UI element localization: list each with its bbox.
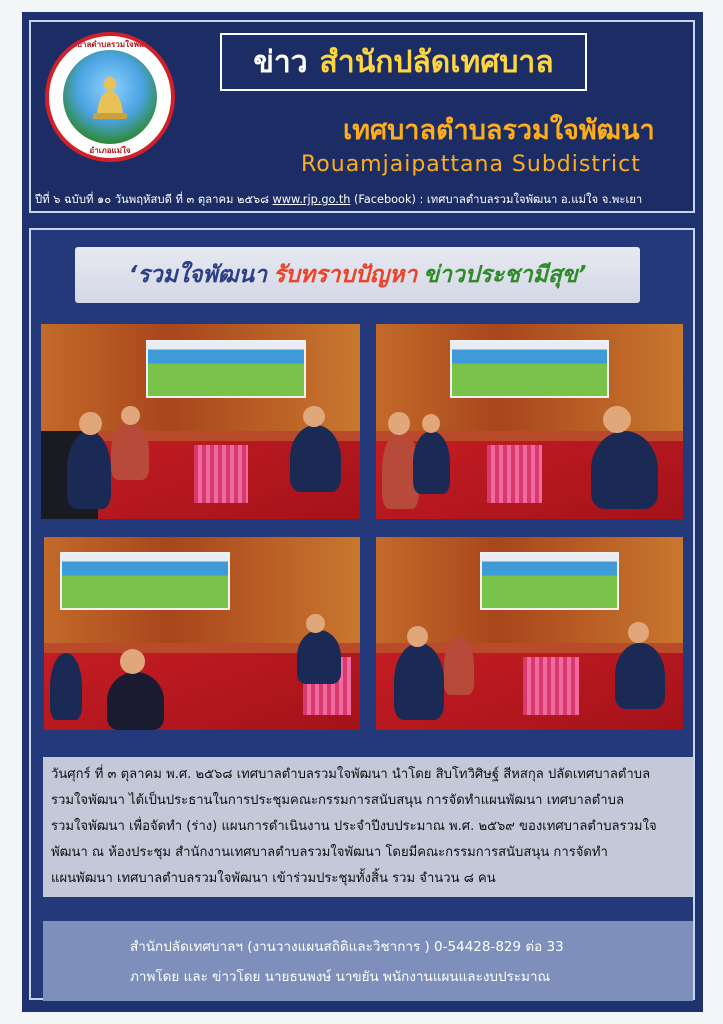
caption-line-3: รวมใจพัฒนา เพื่อจัดทำ (ร่าง) แผนการดำเนินงาน ประจำปีงบประมาณ พ.ศ. ๒๕๖๙ ของเทศบาลตำบลรวมใจ [51,819,657,834]
org-name-thai: เทศบาลตำบลรวมใจพัฒนา [343,115,655,146]
slogan-part-2: รับทราบปัญหา [273,262,418,288]
news-title-box [220,33,587,91]
caption-line-2: รวมใจพัฒนา ได้เป็นประธานในการประชุมคณะกรรมการสนับสนุน การจัดทำแผนพัฒนา เทศบาลตำบล [51,793,624,808]
meeting-photo-4 [376,537,683,730]
contact-footer [43,921,693,1001]
caption-line-4: พัฒนา ณ ห้องประชุม สำนักงานเทศบาลตำบลรวมใจพัฒนา โดยมีคณะกรรมการสนับสนุน การจัดทำ [51,845,608,860]
issue-info-line [35,190,695,208]
website-link[interactable]: www.rjp.go.th [272,193,351,206]
footer-credit-line: ภาพโดย และ ข่าวโดย นายธนพงษ์ นาขยัน พนักงานแผนและงบประมาณ [130,969,551,985]
buddha-icon [89,74,131,120]
news-caption [43,757,693,897]
slogan-part-3: ข่าวประชามีสุข’ [423,262,587,288]
municipality-logo [45,32,175,162]
facebook-text: (Facebook) : เทศบาลตำบลรวมใจพัฒนา อ.แม่ใจ จ.พะเยา [354,193,643,206]
meeting-photo-2 [376,324,683,519]
slogan-banner [75,247,640,303]
logo-text-bottom: อำเภอแม่ใจ [89,146,131,155]
caption-line-5: แผนพัฒนา เทศบาลตำบลรวมใจพัฒนา เข้าร่วมประชุมทั้งสิ้น รวม จำนวน ๘ คน [51,871,496,886]
title-prefix: ข่าว [253,44,308,80]
meeting-photo-1 [41,324,360,519]
slogan-part-1: ‘รวมใจพัฒนา [128,262,268,288]
newsletter-header [29,20,695,213]
title-office: สำนักปลัดเทศบาล [319,44,554,80]
logo-text-top: เทศบาลตำบลรวมใจพัฒนา [63,40,157,49]
meeting-photo-3 [44,537,360,730]
footer-contact-line: สำนักปลัดเทศบาลฯ (งานวางแผนสถิติและวิชาการ ) 0-54428-829 ต่อ 33 [130,939,564,955]
caption-line-1: วันศุกร์ ที่ ๓ ตุลาคม พ.ศ. ๒๕๖๘ เทศบาลตำบลรวมใจพัฒนา นำโดย สิบโทวิศิษฐ์ สีหสกุล ปลัดเทศบาลตำบล [51,767,651,782]
issue-text: ปีที่ ๖ ฉบับที่ ๑๐ วันพฤหัสบดี ที่ ๓ ตุลาคม ๒๕๖๘ [35,193,269,206]
org-name-english: Rouamjaipattana Subdistrict [301,152,641,177]
